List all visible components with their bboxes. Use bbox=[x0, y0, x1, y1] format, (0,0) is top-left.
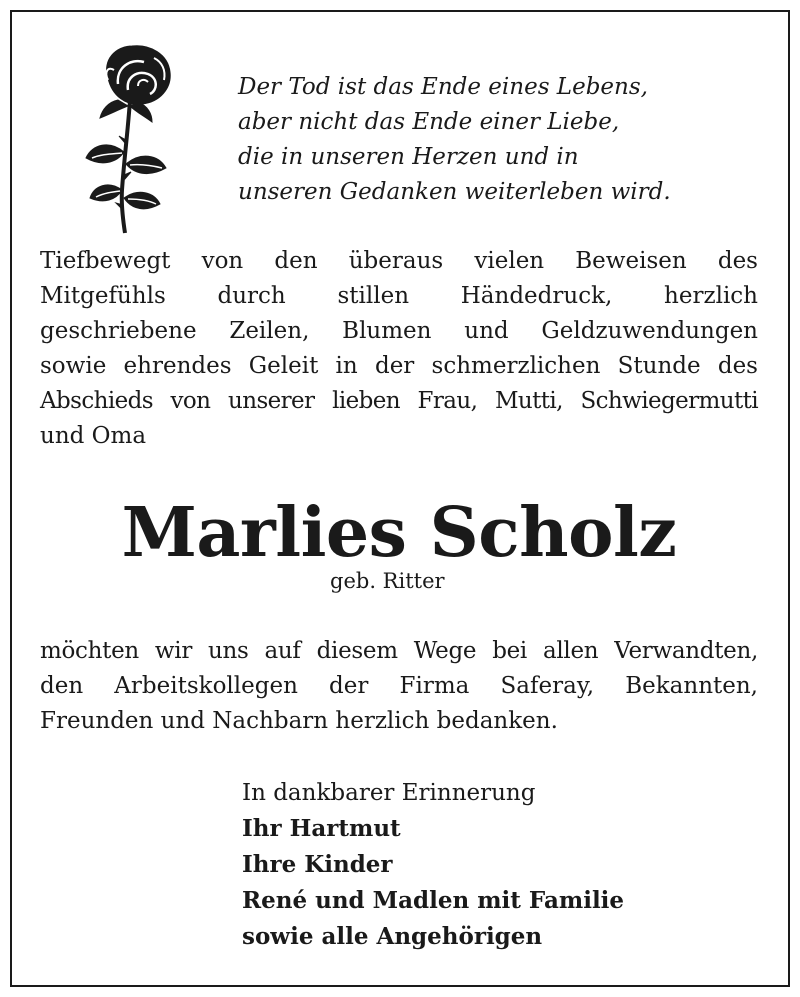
thanks-paragraph bbox=[40, 634, 758, 739]
thanks-line: den Arbeitskollegen der Firma Saferay, Bekannten, bbox=[40, 673, 758, 699]
deceased-name: Marlies Scholz bbox=[121, 493, 677, 573]
quote-line: Der Tod ist das Ende eines Lebens, bbox=[238, 74, 648, 100]
intro-line: geschriebene Zeilen, Blumen und Geldzuwendungen bbox=[40, 318, 758, 344]
memorial-quote bbox=[238, 70, 758, 210]
signatory: René und Madlen mit Familie bbox=[242, 887, 625, 914]
signatory: sowie alle Angehörigen bbox=[242, 923, 543, 950]
closing-block bbox=[242, 775, 762, 955]
maiden-name: geb. Ritter bbox=[330, 569, 445, 593]
intro-line: und Oma bbox=[40, 423, 147, 449]
intro-line: Abschieds von unserer lieben Frau, Mutti, Schwiegermutti bbox=[40, 388, 758, 414]
signatory: Ihre Kinder bbox=[242, 851, 393, 878]
signatory: Ihr Hartmut bbox=[242, 815, 401, 842]
thanks-line: Freunden und Nachbarn herzlich bedanken. bbox=[40, 708, 558, 734]
quote-line: unseren Gedanken weiterleben wird. bbox=[238, 179, 671, 205]
quote-line: aber nicht das Ende einer Liebe, bbox=[238, 109, 620, 135]
intro-paragraph bbox=[40, 244, 758, 454]
intro-line: Tiefbewegt von den überaus vielen Beweisen des bbox=[40, 248, 758, 274]
rose-icon bbox=[78, 40, 182, 235]
intro-line: sowie ehrendes Geleit in der schmerzlichen Stunde des bbox=[40, 353, 758, 379]
quote-line: die in unseren Herzen und in bbox=[238, 144, 579, 170]
closing-intro: In dankbarer Erinnerung bbox=[242, 780, 536, 806]
thanks-line: möchten wir uns auf diesem Wege bei allen Verwandten, bbox=[40, 638, 758, 664]
intro-line: Mitgefühls durch stillen Händedruck, herzlich bbox=[40, 283, 758, 309]
